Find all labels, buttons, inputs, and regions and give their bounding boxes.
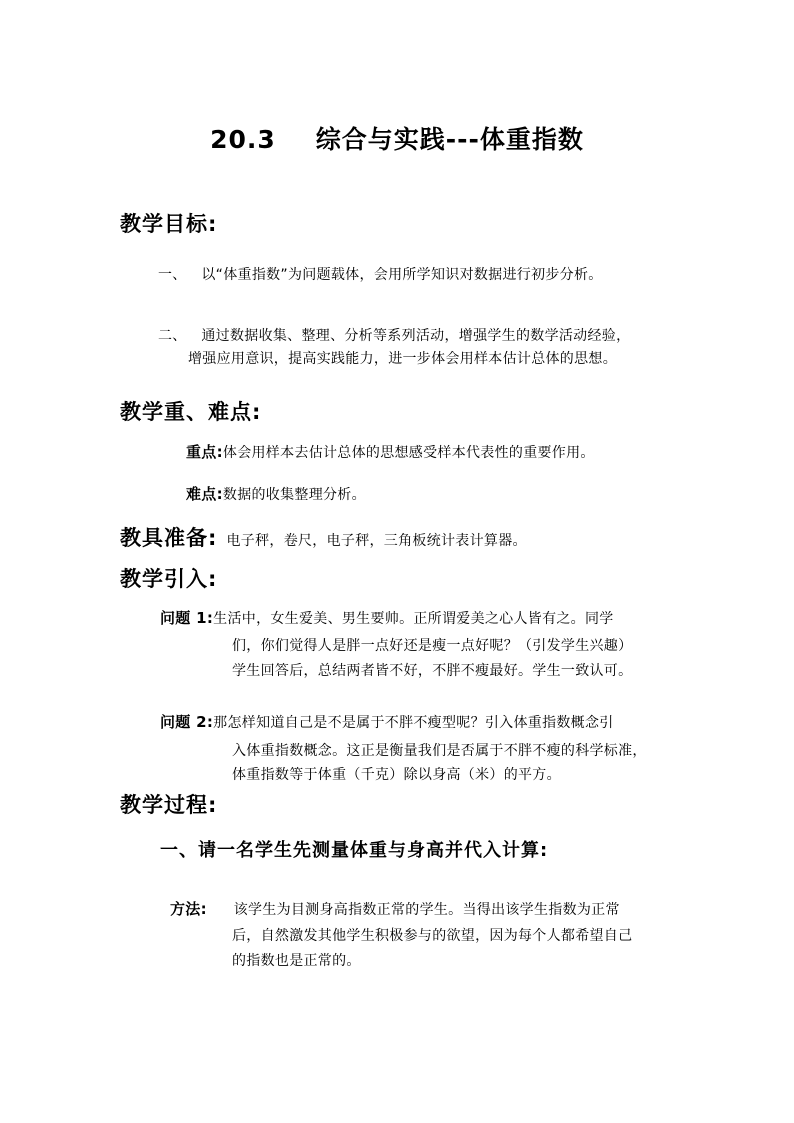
objective-2-line-2: 增强应用意识，提高实践能力，进一步体会用样本估计总体的思想。: [188, 351, 617, 367]
keypoints-heading: 教学重、难点:: [120, 400, 262, 424]
question-2-text-1: 那怎样知道自己是不是属于不胖不瘦型呢？引入体重指数概念引: [213, 715, 614, 731]
difficulty-text: 数据的收集整理分析。: [222, 487, 366, 503]
question-1-text-1: 生活中，女生爱美、男生要帅。正所谓爱美之心人皆有之。同学: [213, 611, 614, 627]
focus-text: 体会用样本去估计总体的思想感受样本代表性的重要作用。: [222, 445, 595, 461]
question-1-line-2: 们，你们觉得人是胖一点好还是瘦一点好呢？（引发学生兴趣）: [232, 638, 633, 654]
question-1-line-3: 学生回答后，总结两者皆不好，不胖不瘦最好。学生一致认可。: [232, 663, 633, 679]
process-step-1: 一、请一名学生先测量体重与身高并代入计算:: [160, 840, 549, 861]
question-1-label: 问题 1:: [160, 609, 214, 627]
objective-2-marker: 二、: [158, 328, 187, 344]
method-line-1: [170, 898, 620, 919]
objective-1-text: 以“体重指数”为问题载体，会用所学知识对数据进行初步分析。: [201, 267, 603, 283]
question-2-label: 问题 2:: [160, 713, 214, 731]
objective-1-marker: 一、: [158, 267, 187, 283]
question-1-line-1: [160, 607, 614, 628]
focus-line: [186, 441, 595, 462]
section-number: 20.3: [210, 125, 276, 154]
objective-item-2: [158, 325, 630, 345]
objective-2-line-1: 通过数据收集、整理、分析等系列活动，增强学生的数学活动经验，: [201, 328, 631, 344]
method-line-2: 后，自然激发其他学生积极参与的欲望，因为每个人都希望自己: [232, 928, 633, 944]
question-2-line-2: 入体重指数概念。这正是衡量我们是否属于不胖不瘦的科学标准，: [232, 743, 647, 759]
page-title: [0, 120, 794, 156]
method-text-1: 该学生为目测身高指数正常的学生。当得出该学生指数为正常: [233, 902, 620, 918]
question-2-line-1: [160, 711, 614, 732]
process-heading: 教学过程:: [120, 793, 218, 817]
question-2-line-3: 体重指数等于体重（千克）除以身高（米）的平方。: [232, 767, 561, 783]
method-label: 方法:: [170, 900, 207, 918]
objective-item-1: [158, 264, 603, 284]
tools-line: [120, 522, 527, 552]
difficulty-line: [186, 483, 366, 504]
objectives-heading: 教学目标:: [120, 212, 218, 236]
tools-text: 电子秤，卷尺，电子秤，三角板统计表计算器。: [226, 533, 527, 549]
method-line-3: 的指数也是正常的。: [232, 953, 361, 969]
focus-label: 重点:: [186, 443, 223, 461]
tools-heading: 教具准备:: [120, 526, 218, 550]
difficulty-label: 难点:: [186, 485, 223, 503]
title-text: 综合与实践---体重指数: [315, 125, 584, 154]
intro-heading: 教学引入:: [120, 567, 218, 591]
